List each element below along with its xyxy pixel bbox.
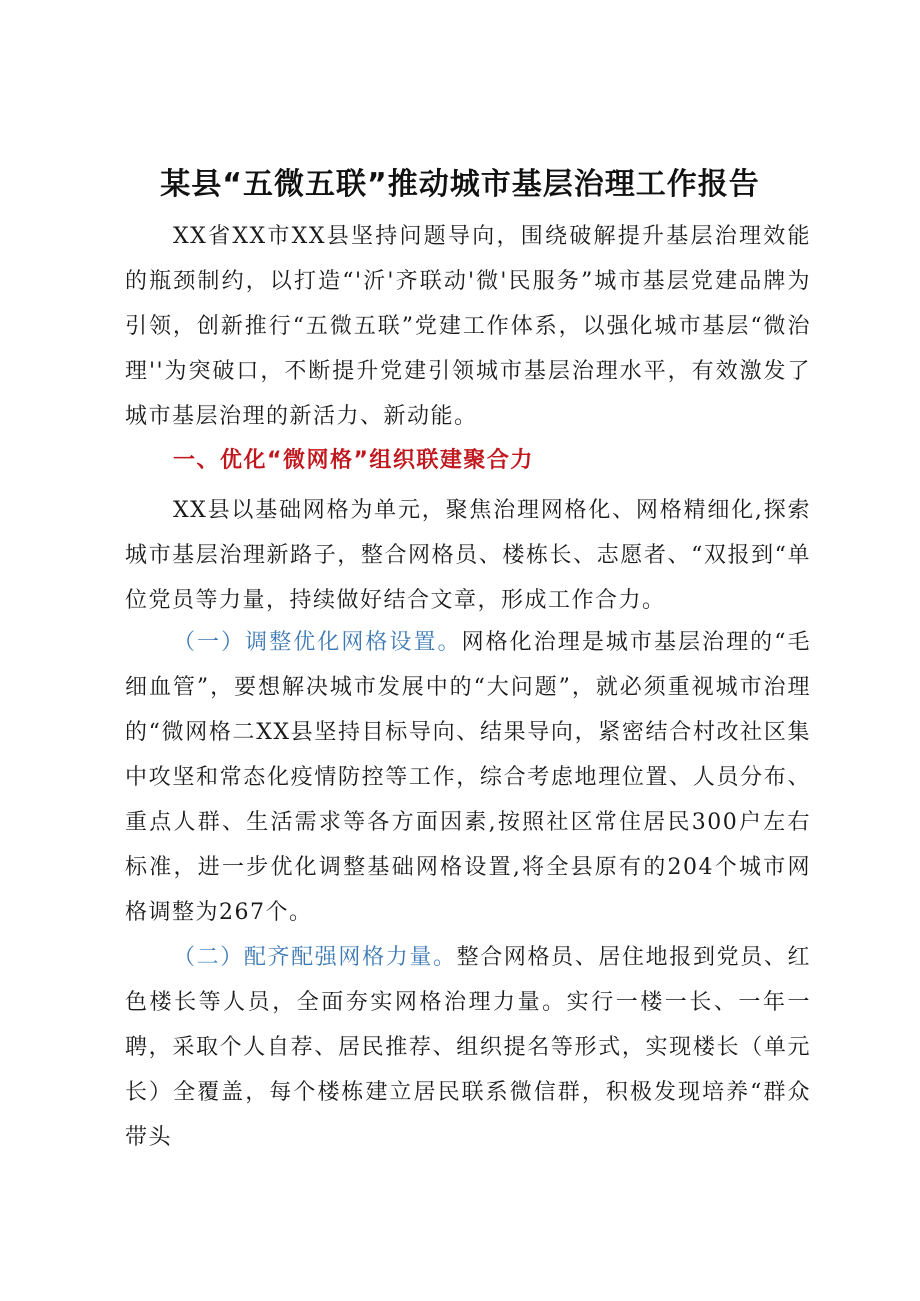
intro-paragraph: XX省XX市XX县坚持问题导向，围绕破解提升基层治理效能的瓶颈制约，以打造“'沂'齐联动'微'民服务”城市基层党建品牌为引领，创新推行“五微五联”党建工作体系，以强化城市基层“微治理''为突破口，不断提升党建引领城市基层治理水平，有效激发了城市基层治理的新活力、新动能。	[125, 224, 811, 429]
subsection-heading: （二）配齐配强网格力量。	[173, 945, 457, 970]
section-body-paragraph: XX县以基础网格为单元，聚焦治理网格化、网格精细化,探索城市基层治理新路子，整合网格员、楼栋长、志愿者、“双报到“单位党员等力量，持续做好结合文章，形成工作合力。	[125, 498, 811, 613]
subsection-paragraph	[125, 935, 811, 1160]
subsection-heading: （一）调整优化网格设置。	[173, 630, 462, 655]
document-title: 某县“五微五联”推动城市基层治理工作报告	[160, 167, 760, 202]
subsection-text: 网格化治理是城市基层治理的“毛细血管”，要想解决城市发展中的“大问题”，就必须重视城市治理的“微网格二XX县坚持目标导向、结果导向，紧密结合村改社区集中攻坚和常态化疫情防控等工作，综合考虑地理位置、人员分布、重点人群、生活需求等各方面因素,按照社区常住居民300户左右标准，进一步优化调整基础网格设置,将全县原有的204个城市网格调整为267个。	[125, 630, 811, 925]
subsection-paragraph	[125, 620, 811, 935]
subsection-text: 整合网格员、居住地报到党员、红色楼长等人员，全面夯实网格治理力量。实行一楼一长、一年一聘，采取个人自荐、居民推荐、组织提名等形式，实现楼长（单元长）全覆盖，每个楼栋建立居民联系微信群，积极发现培养“群众带头	[125, 945, 811, 1150]
section-heading: 一、优化“微网格”组织联建聚合力	[173, 448, 534, 473]
